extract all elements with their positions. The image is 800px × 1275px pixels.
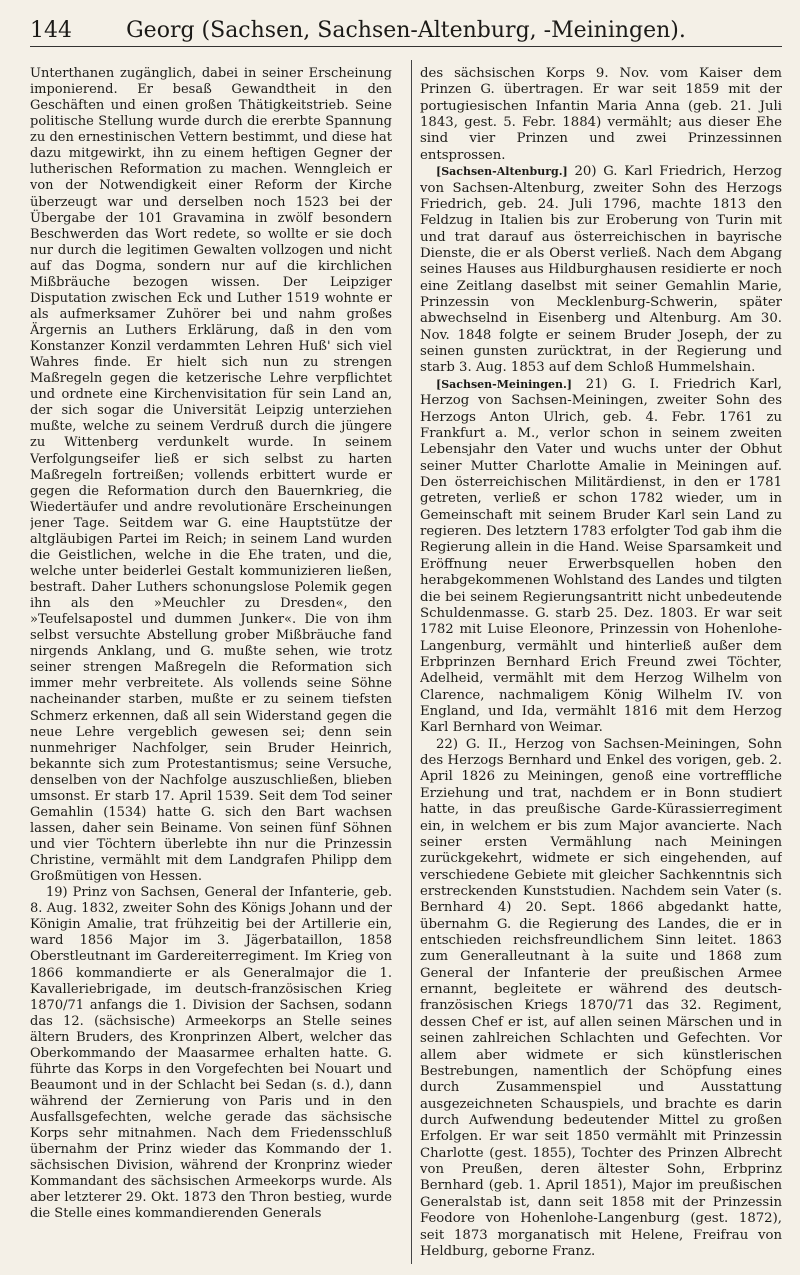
- paragraph-text: 20) G. Karl Friedrich, Herzog von Sachsen-Altenburg, zweiter Sohn des Herzogs Friedrich, geb. 24. Juli 1796, machte 1813 den Feldzug in Italien bis zur Eroberung von Turin mit und trat darauf aus österreichischen in bayrische Dienste, die er als Oberst verließ. Nach dem Abgang seines Hauses aus Hildburghausen residierte er noch eine Zeitlang daselbst mit seiner Gemahlin Marie, Prinzessin von Mecklenburg-Schwerin, später abwechselnd in Eisenberg und Altenburg. Am 30. Nov. 1848 folgte er seinem Bruder Joseph, der zu seinen gunsten zurücktrat, in der Regierung und starb 3. Aug. 1853 auf dem Schloß Hummelshain.: [420, 164, 782, 376]
- column-divider: [411, 60, 412, 1264]
- paragraph-text: 21) G. I. Friedrich Karl, Herzog von Sachsen-Meiningen, zweiter Sohn des Herzogs Anton Ulrich, geb. 4. Febr. 1761 zu Frankfurt a. M., verlor schon in seinem zweiten Lebensjahr den Vater und wuchs unter der Obhut seiner Mutter Charlotte Amalie in Meiningen auf. Den österreichischen Militärdienst, in den er 1781 getreten, verließ er schon 1782 wieder, um in Gemeinschaft mit seinem Bruder Karl sein Land zu regieren. Des letztern 1783 erfolgter Tod gab ihm die Regierung allein in die Hand. Weise Sparsamkeit und Eröffnung neuer Erwerbsquellen hoben den herabgekommenen Wohlstand des Landes und tilgten die bei seinem Regierungsantritt nicht unbedeutende Schuldenmasse. G. starb 25. Dez. 1803. Er war seit 1782 mit Luise Eleonore, Prinzessin von Hohenlohe-Langenburg, vermählt und hinterließ außer dem Erbprinzen Bernhard Erich Freund zwei Töchter, Adelheid, vermählt mit dem Herzog Wilhelm von Clarence, nachmaligem König Wilhelm IV. von England, und Ida, vermählt 1816 mit dem Herzog Karl Bernhard von Weimar.: [420, 376, 782, 736]
- running-title: Georg (Sachsen, Sachsen-Altenburg, -Meiningen).: [126, 18, 686, 43]
- paragraph-entry-19-end: [420, 66, 782, 164]
- paragraph-text: 22) G. II., Herzog von Sachsen-Meiningen, Sohn des Herzogs Bernhard und Enkel des vorigen, geb. 2. April 1826 zu Meiningen, genoß eine vortreffliche Erziehung und trat, nachdem er in Bonn studiert hatte, in das preußische Garde-Kürassierregiment ein, in welchem er bis zum Major avancierte. Nach seiner ersten Vermählung nach Meiningen zurückgekehrt, widmete er sich eingehenden, auf verschiedene Gebiete mit gleicher Sachkenntnis sich erstreckenden Kunststudien. Nachdem sein Vater (s. Bernhard 4) 20. Sept. 1866 abgedankt hatte, übernahm G. die Regierung des Landes, die er in entschieden reichsfreundlichem Sinn leitet. 1863 zum Generalleutnant à la suite und 1868 zum General der Infanterie der preußischen Armee ernannt, begleitete er während des deutsch-französischen Kriegs 1870/71 das 32. Regiment, dessen Chef er ist, auf allen seinen Märschen und in seinen zahlreichen Schlachten und Gefechten. Vor allem aber widmete er sich künstlerischen Bestrebungen, namentlich der Schöpfung eines durch Zusammenspiel und Ausstattung ausgezeichneten Schauspiels, und brachte es darin durch Aufwendung bedeutender Mittel zu großen Erfolgen. Er war seit 1850 vermählt mit Prinzessin Charlotte (gest. 1855), Tochter des Prinzen Albrecht von Preußen, deren ältester Sohn, Erbprinz Bernhard (geb. 1. April 1851), Major im preußischen Generalstab ist, dann seit 1858 mit der Prinzessin Feodore von Hohenlohe-Langenburg (gest. 1872), seit 1873 morganatisch mit Helene, Freifrau von Heldburg, geborne Franz.: [420, 736, 782, 1259]
- left-column: [30, 66, 392, 1266]
- page-number: 144: [30, 18, 72, 43]
- section-tag: [Sachsen-Altenburg.]: [436, 165, 568, 179]
- paragraph-text: des sächsischen Korps 9. Nov. vom Kaiser dem Prinzen G. übertragen. Er war seit 1859 mit der portugiesischen Infantin Maria Anna (geb. 21. Juli 1843, gest. 5. Febr. 1884) vermählt; aus dieser Ehe sind vier Prinzen und zwei Prinzessinnen entsprossen.: [420, 66, 782, 163]
- page-header: [30, 12, 782, 48]
- paragraph-entry-22: [420, 737, 782, 1261]
- paragraph-georg-continued: Unterthanen zugänglich, dabei in seiner Erscheinung imponierend. Er besaß Gewandtheit in den Geschäften und einen großen Thätigkeitstrieb. Seine politische Stellung wurde durch die ererbte Spannung zu den ernestinischen Vettern bestimmt, und diese hat dazu mitgewirkt, ihn zu einem heftigen Gegner der lutherischen Reformation zu machen. Wenngleich er von der Notwendigkeit einer Reform der Kirche überzeugt war und derselben noch 1523 bei der Übergabe der 101 Gravamina in zwölf besondern Beschwerden das Wort redete, so wollte er sie doch nur durch die legitimen Gewalten vollzogen und nicht auf das Dogma, sondern nur auf die kirchlichen Mißbräuche bezogen wissen. Der Leipziger Disputation zwischen Eck und Luther 1519 wohnte er als aufmerksamer Zuhörer bei und nahm großes Ärgernis an Luthers Erklärung, daß in den vom Konstanzer Konzil verdammten Lehren Huß' sich viel Wahres finde. Er hielt sich nun zu strengen Maßregeln gegen die ketzerische Lehre verpflichtet und ordnete eine Kirchenvisitation für sein Land an, der sich sogar die Universität Leipzig unterziehen mußte, welche zu seinem Verdruß durch die jüngere zu Wittenberg verdunkelt wurde. In seinem Verfolgungseifer ließ er sich selbst zu harten Maßregeln fortreißen; vollends erbittert wurde er gegen die Reformation durch den Bauernkrieg, die Wiedertäufer und andre revolutionäre Erscheinungen jener Tage. Seitdem war G. eine Hauptstütze der altgläubigen Partei im Reich; in seinem Land wurden die Geistlichen, welche in die Ehe traten, und die, welche unter beiderlei Gestalt kommunizieren ließen, bestraft. Daher Luthers schonungslose Polemik gegen ihn als den »Meuchler zu Dresden«, den »Teufelsapostel und dummen Junker«. Die von ihm selbst versuchte Abstellung grober Mißbräuche fand nirgends Anklang, und G. mußte sehen, wie trotz seiner strengen Maßregeln die Reformation sich immer mehr verbreitete. Als vollends seine Söhne nacheinander starben, mußte er zu seinem tiefsten Schmerz erkennen, daß all sein Widerstand gegen die neue Lehre vergeblich gewesen sei; denn sein nunmehriger Nachfolger, sein Bruder Heinrich, bekannte sich zum Protestantismus; seine Versuche, denselben von der Nachfolge auszuschließen, blieben umsonst. Er starb 17. April 1539. Seit dem Tod seiner Gemahlin (1534) hatte G. sich den Bart wachsen lassen, daher sein Beiname. Von seinen fünf Söhnen und vier Töchtern überlebte ihn nur die Prinzessin Christine, vermählt mit dem Landgrafen Philipp dem Großmütigen von Hessen.: [30, 66, 392, 885]
- section-tag: [Sachsen-Meiningen.]: [436, 377, 572, 391]
- right-column: [420, 66, 782, 1266]
- header-rule: [30, 46, 782, 47]
- paragraph-entry-21: [420, 377, 782, 737]
- paragraph-entry-20: [420, 164, 782, 377]
- paragraph-entry-19: 19) Prinz von Sachsen, General der Infanterie, geb. 8. Aug. 1832, zweiter Sohn des Königs Johann und der Königin Amalie, trat frühzeitig bei der Artillerie ein, ward 1856 Major im 3. Jägerbataillon, 1858 Oberstleutnant im Gardereiterregiment. Im Krieg von 1866 kommandierte er als Generalmajor die 1. Kavalleriebrigade, im deutsch-französischen Krieg 1870/71 anfangs die 1. Division der Sachsen, sodann das 12. (sächsische) Armeekorps an Stelle seines ältern Bruders, des Kronprinzen Albert, welcher das Oberkommando der Maasarmee erhalten hatte. G. führte das Korps in den Vorgefechten bei Nouart und Beaumont und in der Schlacht bei Sedan (s. d.), dann während der Zernierung von Paris und in den Ausfallsgefechten, welche gerade das sächsische Korps sehr mitnahmen. Nach dem Friedensschluß übernahm der Prinz wieder das Kommando der 1. sächsischen Division, während der Kronprinz wieder Kommandant des sächsischen Armeekorps wurde. Als aber letzterer 29. Okt. 1873 den Thron bestieg, wurde die Stelle eines kommandierenden Generals: [30, 885, 392, 1222]
